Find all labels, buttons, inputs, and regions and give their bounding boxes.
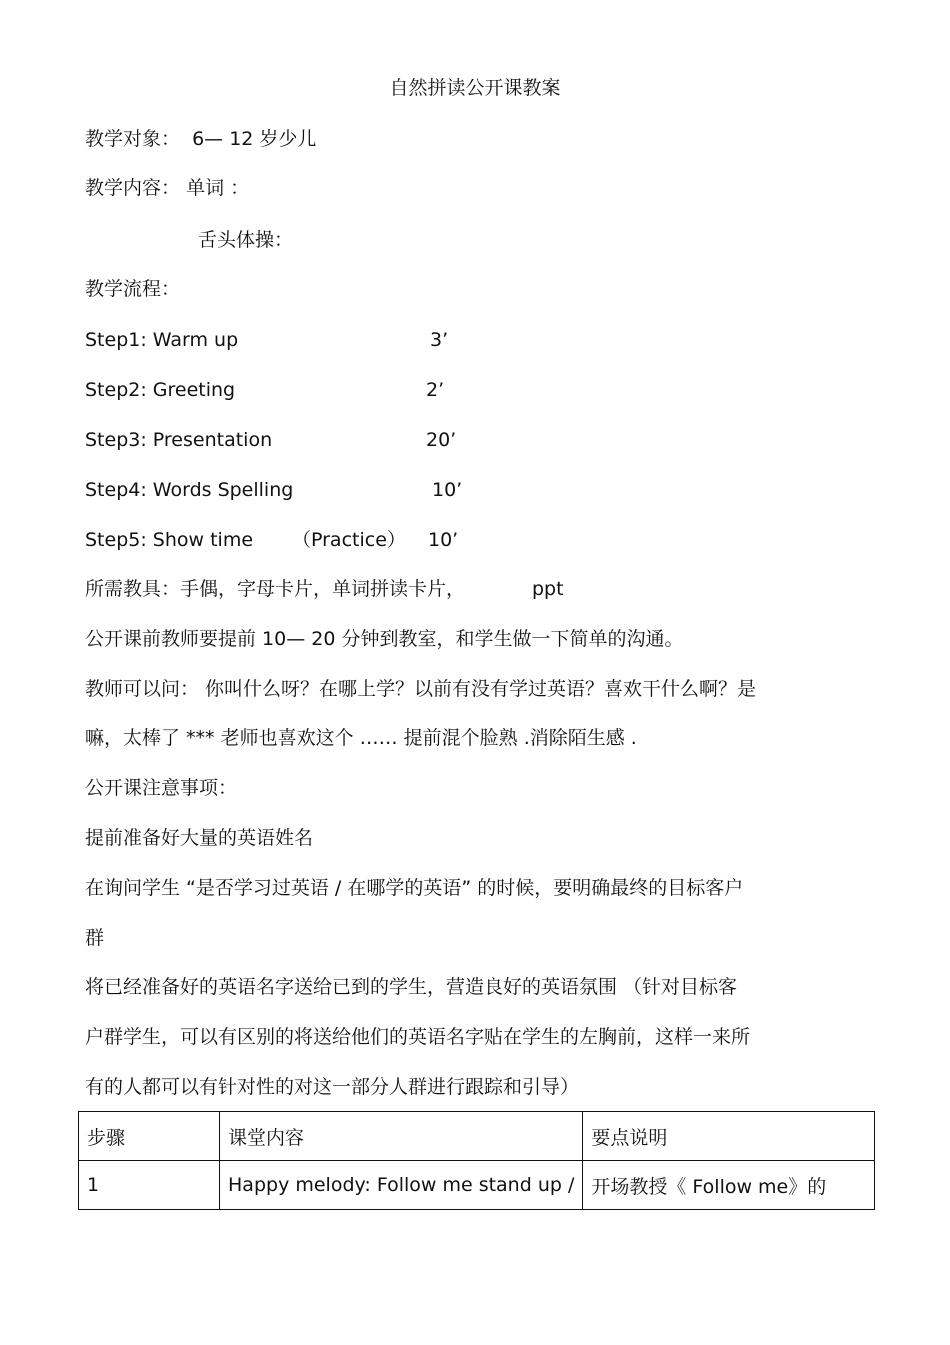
paragraph: 有的人都可以有针对性的对这一部分人群进行跟踪和引导） (85, 1076, 580, 1098)
content-label: 教学内容： (85, 177, 181, 199)
content-value: 单词 ： (186, 177, 250, 199)
step-name: Step2: Greeting (85, 379, 236, 401)
step-extra: （Practice） (292, 529, 406, 551)
table-cell: 开场教授《 Follow me》的 (583, 1161, 875, 1210)
document-title: 自然拼读公开课教案 (389, 77, 561, 99)
table-row (79, 1161, 875, 1210)
step-time: 3’ (430, 329, 449, 351)
step-name: Step1: Warm up (85, 329, 239, 351)
step-time: 20’ (426, 429, 457, 451)
materials-line (85, 577, 465, 601)
paragraph: 提前准备好大量的英语姓名 (85, 827, 314, 849)
paragraph: 在询问学生 “是否学习过英语 / 在哪学的英语” 的时候，要明确最终的目标客户 (85, 877, 744, 899)
table-header-row (79, 1112, 875, 1161)
paragraph: 群 (85, 927, 105, 949)
step-time: 10’ (428, 529, 459, 551)
materials-ppt: ppt (532, 578, 564, 600)
content-sub: 舌头体操： (198, 229, 294, 251)
materials-label: 所需教具： (85, 578, 181, 600)
table-cell: Happy melody: Follow me stand up / (220, 1161, 583, 1210)
flow-label: 教学流程： (85, 278, 181, 300)
target-value: 6— 12 岁少儿 (192, 128, 317, 150)
table-cell: 1 (79, 1161, 220, 1210)
paragraph: 将已经准备好的英语名字送给已到的学生，营造良好的英语氛围 （针对目标客 (85, 976, 738, 998)
paragraph: 嘛，太棒了 *** 老师也喜欢这个 …… 提前混个脸熟 .消除陌生感 . (85, 727, 637, 749)
step-time: 2’ (426, 379, 445, 401)
content-line (85, 176, 249, 200)
step-name: Step4: Words Spelling (85, 479, 294, 501)
notes-heading: 公开课注意事项： (85, 777, 238, 799)
paragraph: 户群学生，可以有区别的将送给他们的英语名字贴在学生的左胸前，这样一来所 (85, 1026, 751, 1048)
step-name: Step5: Show time (85, 529, 254, 551)
paragraph: 公开课前教师要提前 10— 20 分钟到教室，和学生做一下简单的沟通。 (85, 628, 684, 650)
table-header-cell: 课堂内容 (220, 1112, 583, 1161)
table-header-cell: 步骤 (79, 1112, 220, 1161)
paragraph: 教师可以问： 你叫什么呀？在哪上学？以前有没有学过英语？喜欢干什么啊？是 (85, 678, 757, 700)
target-line (85, 127, 316, 151)
lesson-table (78, 1111, 875, 1210)
step-name: Step3: Presentation (85, 429, 273, 451)
table-header-cell: 要点说明 (583, 1112, 875, 1161)
target-label: 教学对象： (85, 128, 181, 150)
step-time: 10’ (432, 479, 463, 501)
materials-value: 手偶，字母卡片，单词拼读卡片， (180, 578, 466, 600)
